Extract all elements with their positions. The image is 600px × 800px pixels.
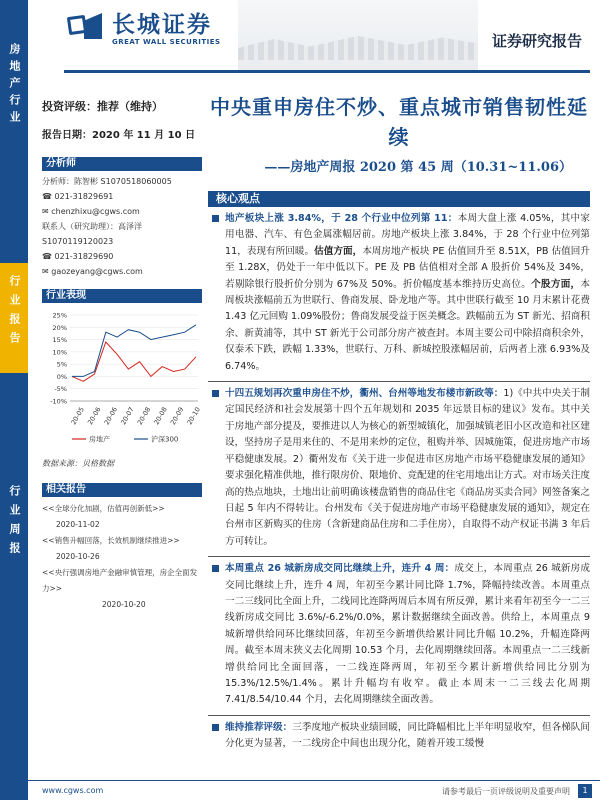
bullet-square-icon [212,565,219,572]
y-tick-label: 10% [52,348,67,357]
report-title: 中央重申房住不炒、重点城市销售韧性延续 [210,95,588,149]
core-views-title: 核心观点 [208,191,590,207]
bullet-lead: 本周重点 26 城新房成交同比继续上升，连升 4 周： [225,563,455,575]
y-tick-label: -5% [54,385,67,394]
page-number: 1 [578,784,592,798]
investment-rating: 投资评级：推荐（维持） [42,100,163,113]
analyst-row: ☎ 021-31829690 [42,252,114,261]
analyst-row: ✉ gaozeyang@cgws.com [42,267,143,276]
bullet-square-icon [212,215,219,222]
bullet-lead-3: 个股方面， [531,278,581,290]
related-report-date: 2020-10-20 [102,600,146,609]
sidebar-report-type-label [0,263,28,373]
page-header [28,0,600,88]
analyst-section-title: 分析师 [42,157,202,171]
related-report-title[interactable]: <<销售升幅回落，长效机制继续推进>> [42,536,180,545]
great-wall-banner [238,0,478,70]
bullet-body: 1)《中共中央关于制定国民经济和社会发展第十四个五年规划和 2035 年远景目标的建议》发布。其中关于房地产部分提及，要推进以人为核心的新型城镇化，加强城镇老旧小区改造和社区建设，坚持房子是用来住的、不是用来炒的定位，租购并举、因城施策，促进房地产市场平稳健康发展。2）衢州发布《关于进一步促进市区房地产市场平稳健康发展的通知》要求强化精准供地，推行限房价、限地价、竞配建的住宅用地出让方式。对市场关注度高的热点地块，土地出让前明确该楼盘销售的商品住宅《商品房买卖合同》网签备案之日起 5 年内不得转让。台州发布《关于促进房地产市场平稳健康发展的通知》，规定在台州市区新购买的住房（含新建商品住房和二手住房），自取得不动产权证书满 3 年后方可转让。 [225,388,590,547]
x-tick-label: 20-06 [86,405,103,427]
y-tick-label: 0% [56,372,67,381]
bullet-body-3: 本周板块涨幅前五为世联行、鲁商发展、卧龙地产等。其中世联行截至 10 月末累计花费 1.43 亿元回购 1.09%股份；鲁商发展受益于医美概念。跌幅前五为 ST 新光、招商积余、新黄浦等，其中 ST 新光于公司部分房产被查封。本周主要公司中除招商积余外，仅泰禾下跌，跌幅 1.33%，世联行、万科、新城控股涨幅居前，后两者上涨 6.93%及 6.74%。 [225,278,591,372]
related-reports-list [42,501,202,613]
report-subtitle: ——房地产周报 2020 第 45 周（10.31~11.06） [264,160,572,175]
sidebar-weekly-label [0,463,28,800]
y-tick-label: 20% [52,323,67,332]
analyst-row: S1070119120023 [42,237,114,246]
main-content [208,90,590,753]
disclaimer-text: 请参考最后一页评级说明及重要声明 [442,787,570,796]
sidebar-spacer [0,373,28,463]
analyst-row: ☎ 021-31829691 [42,192,114,201]
trend-section-title: 行业表现 [42,289,202,303]
logo-text-cn: 长城证券 [112,11,212,38]
report-date: 报告日期：2020 年 11 月 10 日 [42,130,196,141]
company-logo [64,10,221,48]
bullet-lead: 维持推荐评级： [225,721,293,733]
analyst-row: 联系人（研究助理）：高泽洋 [42,222,142,231]
y-tick-label: 5% [56,360,67,369]
sidebar-yellow-text: 行业报告 [8,275,21,351]
section-divider [208,556,590,557]
page-footer [28,780,600,800]
logo-icon [64,10,112,48]
sidebar-bottom-text: 行业周报 [8,485,21,561]
x-tick-label: 20-06 [102,405,120,427]
core-view-item [208,386,590,550]
header-divider [64,70,590,73]
related-report-title[interactable]: <<央行强调房地产金融审慎管理，房企全面发力>> [42,568,198,593]
y-tick-label: 25% [52,311,67,320]
bullet-lead: 地产板块上涨 3.84%，于 28 个行业中位列第 11： [225,213,458,224]
y-tick-label: -10% [50,397,67,406]
analyst-row: 分析师：陈智彬 S1070518060005 [42,177,172,186]
website-link[interactable]: www.cgws.com [42,786,104,795]
section-divider [208,381,590,382]
sidebar-industry-label [0,0,28,263]
x-tick-label: 20-08 [152,405,169,427]
series-line [72,325,196,377]
related-report-date: 2020-11-02 [56,520,100,529]
x-tick-label: 20-08 [135,405,153,427]
y-tick-label: 15% [52,336,67,345]
x-tick-label: 20-05 [69,405,86,427]
bullet-square-icon [212,724,219,731]
bullet-body: 三季度地产板块业绩回暖，同比降幅相比上半年明显收窄，但各梯队间分化更为显著，一二线房企中间也出现分化，随着开竣工缓慢 [225,721,591,750]
bullet-body-2: 本周房地产板块 PE 估值回升至 8.51X，PB 估值回升至 1.28X，仍处于一年中低以下。PE 及 PB 估值相对全部 A 股折价 54%及 34%，若剔除银行股折价分别为 67%及 50%。折价幅度基本维持历史高位。 [225,245,590,290]
core-view-item [208,561,590,709]
report-type: 证券研究报告 [491,32,582,50]
legend-label: 房地产 [89,435,110,444]
x-tick-label: 20-10 [185,405,202,427]
data-source: 数据来源：贝格数据 [42,459,114,468]
bullet-square-icon [212,390,219,397]
sidebar-top-text: 房地产行业 [8,43,21,128]
related-section-title: 相关报告 [42,483,202,497]
related-report-title[interactable]: <<全球分化加剧，估值再创新低>> [42,504,165,513]
bullet-lead-2: 估值方面， [314,245,363,257]
logo-text-en: GREAT WALL SECURITIES [112,38,221,46]
related-report-date: 2020-10-26 [56,552,100,561]
analyst-info [42,174,202,279]
trend-chart-svg [42,309,202,455]
x-tick-label: 20-09 [168,405,186,427]
bullet-lead: 十四五规划再次重申房住不炒，衢州、台州等地发布楼市新政等： [225,388,504,400]
core-view-item [208,720,590,753]
analyst-row: ✉ chenzhixu@cgws.com [42,207,140,216]
bullet-body: 成交上，本周重点 26 城新房成交同比继续上升，连升 4 周，年初至今累计同比降 1.7%，降幅持续改善。本周重点一二三线同比全面上升，二线同比连降两周后本周有所反弹，累计来看年初至今一二三线新房成交同比 3.6%/-6.2%/0.0%，累计数据继续全面改善。供给上，本周重点 9 城新增供给同环比继续回落，年初至今新增供给累计同比升幅 10.2%，升幅连降两周。截至本周末狭义去化周期 10.53 个月，去化周期继续回落。本周重点一二三线新增供给同比全面回落，一二线连降两周，年初至今累计新增供给同比分别为 15.3%/12.5%/1.4%。累计升幅均有收窄。截止本周末一二三线去化周期 7.41/8.54/10.44 个月，去化周期继续全面改善。 [225,563,591,706]
legend-label: 沪深300 [151,435,179,444]
series-line [72,342,196,381]
x-tick-label: 20-07 [119,405,136,427]
bullet-body: 本周大盘上涨 4.05%，其中家用电器、汽车、有色金属涨幅居前。房地产板块上涨 3.84%，于 28 个行业中位列第 11，表现有所回暖。 [225,213,590,257]
industry-trend-chart [42,309,202,455]
section-divider [208,715,590,716]
info-column [42,90,202,613]
core-view-item [208,211,590,375]
